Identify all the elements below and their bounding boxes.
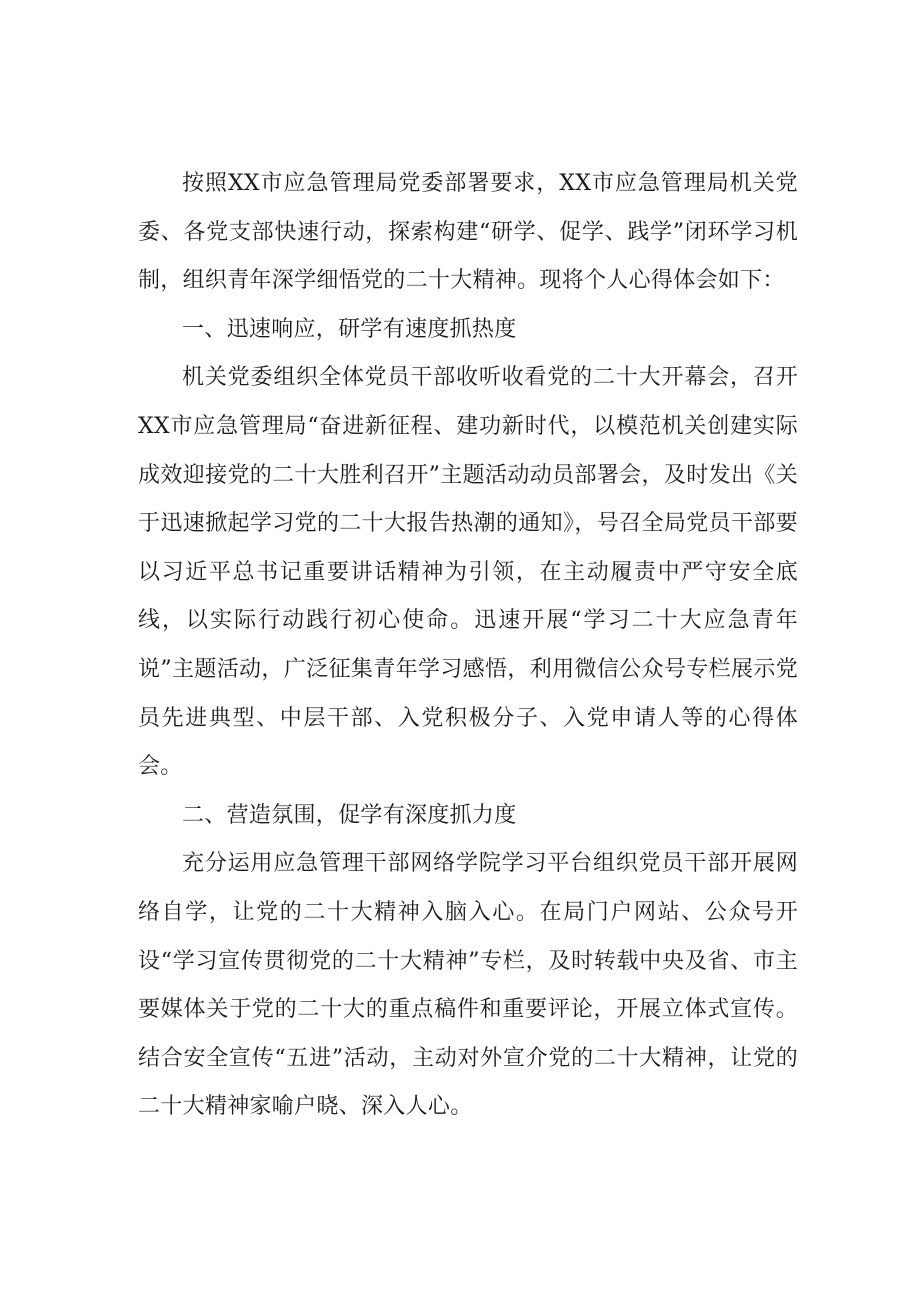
intro-paragraph: 按照XX市应急管理局党委部署要求，XX市应急管理局机关党委、各党支部快速行动，探索构建“研学、促学、践学”闭环学习机制，组织青年深学细悟党的二十大精神。现将个人心得体会如下： (138, 171, 798, 294)
section-heading-2: 二、营造氛围，促学有深度抓力度 (182, 802, 517, 828)
section-heading-1: 一、迅速响应，研学有速度抓热度 (182, 316, 517, 342)
section-1-paragraph: 机关党委组织全体党员干部收听收看党的二十大开幕会，召开XX市应急管理局“奋进新征程、建功新时代，以模范机关创建实际成效迎接党的二十大胜利召开”主题活动动员部署会，及时发出《关于迅速掀起学习党的二十大报告热潮的通知》，号召全局党员干部要以习近平总书记重要讲话精神为引领，在主动履责中严守安全底线，以实际行动践行初心使命。迅速开展“学习二十大应急青年说”主题活动，广泛征集青年学习感悟，利用微信公众号专栏展示党员先进典型、中层干部、入党积极分子、入党申请人等的心得体会。 (138, 365, 798, 780)
section-2-paragraph: 充分运用应急管理干部网络学院学习平台组织党员干部开展网络自学，让党的二十大精神入脑入心。在局门户网站、公众号开设“学习宣传贯彻党的二十大精神”专栏，及时转载中央及省、市主要媒体关于党的二十大的重点稿件和重要评论，开展立体式宣传。结合安全宣传“五进”活动，主动对外宣介党的二十大精神，让党的二十大精神家喻户晓、深入人心。 (138, 851, 798, 1120)
document-body (138, 160, 798, 1132)
